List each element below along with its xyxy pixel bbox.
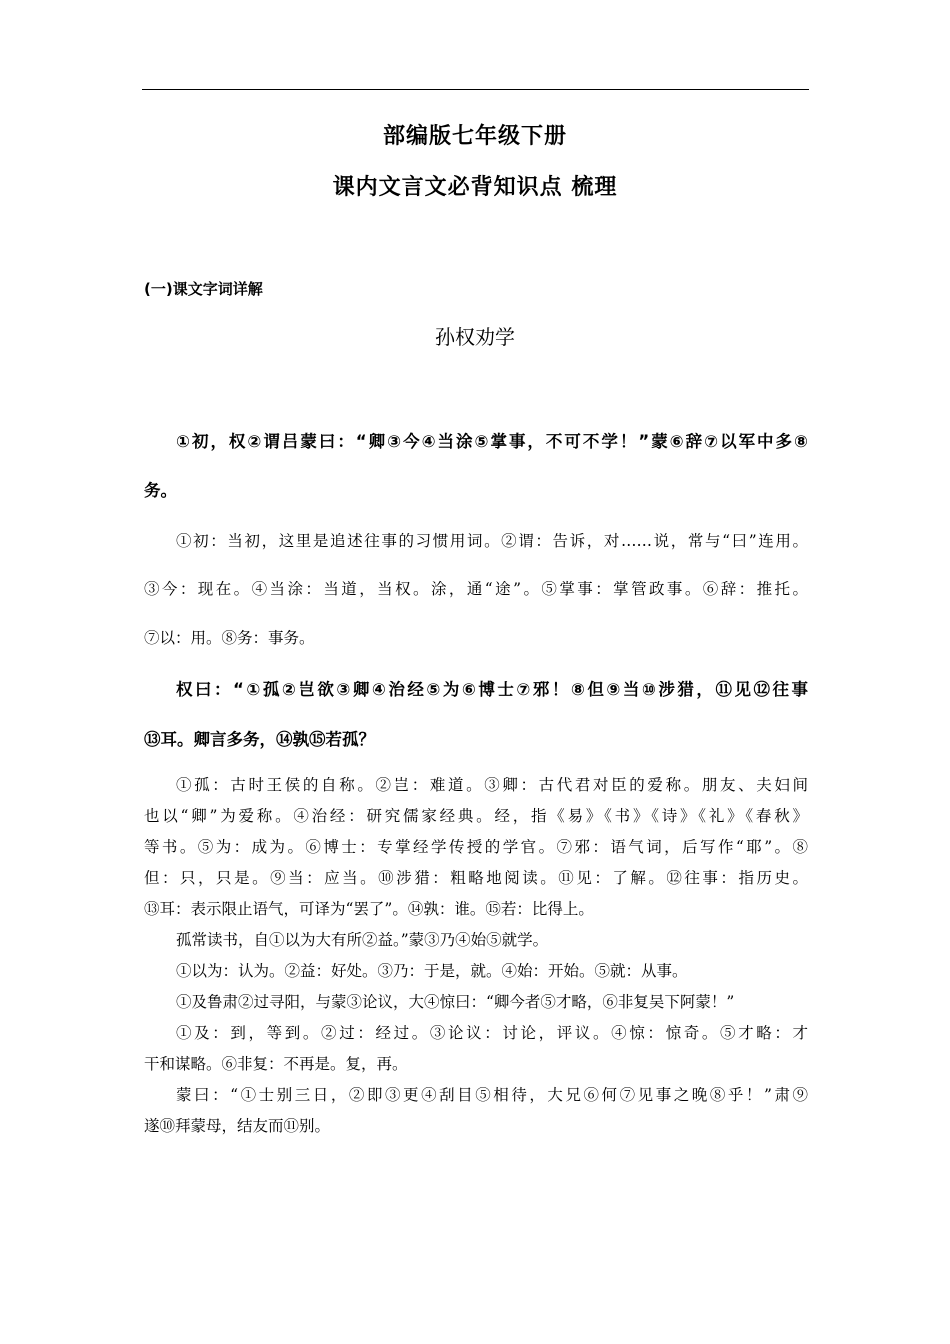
- header-rule: [142, 89, 809, 90]
- annotation-line: ①孤：古时王侯的自称。②岂：难道。③卿：古代君对臣的爱称。朋友、夫妇间: [176, 776, 808, 794]
- annotation-line: ①及：到，等到。②过：经过。③论议：讨论，评议。④惊：惊奇。⑤才略：才: [176, 1024, 808, 1042]
- annotation-line: 但：只，只是。⑨当：应当。⑩涉猎：粗略地阅读。⑪见：了解。⑫往事：指历史。: [144, 869, 808, 887]
- document-subtitle: 课内文言文必背知识点 梳理: [332, 175, 618, 200]
- original-text-line: ①及鲁肃②过寻阳，与蒙③论议，大④惊曰：“卿今者⑤才略，⑥非复吴下阿蒙！”: [176, 993, 735, 1011]
- original-text-line: 蒙曰：“①士别三日，②即③更④刮目⑤相待，大兄⑥何⑦见事之晚⑧乎！”肃⑨: [176, 1086, 808, 1104]
- lesson-title: 孙权劝学: [435, 325, 515, 349]
- document-title: 部编版七年级下册: [382, 124, 567, 149]
- original-text-line: 务。: [144, 481, 177, 500]
- annotation-line: ③今：现在。④当涂：当道，当权。涂，通“途”。⑤掌事：掌管政事。⑥辞：推托。: [144, 580, 808, 598]
- original-text-line: 遂⑩拜蒙母，结友而⑪别。: [144, 1117, 331, 1135]
- original-text-line: ①初，权②谓吕蒙曰：“卿③今④当涂⑤掌事，不可不学！”蒙⑥辞⑦以军中多⑧: [176, 432, 808, 451]
- original-text-line: 孤常读书，自①以为大有所②益。”蒙③乃④始⑤就学。: [176, 931, 549, 949]
- annotation-line: ⑦以：用。⑧务：事务。: [144, 629, 315, 647]
- original-text-line: 权曰：“①孤②岂欲③卿④治经⑤为⑥博士⑦邪！⑧但⑨当⑩涉猎，⑪见⑫往事: [176, 680, 808, 699]
- section-heading: (一)课文字词详解: [144, 280, 263, 298]
- original-text-line: ⑬耳。卿言多务，⑭孰⑮若孤？: [144, 730, 375, 749]
- annotation-line: 也以“卿”为爱称。④治经：研究儒家经典。经，指《易》《书》《诗》《礼》《春秋》: [144, 807, 808, 825]
- annotation-line: ①以为：认为。②益：好处。③乃：于是，就。④始：开始。⑤就：从事。: [176, 962, 688, 980]
- annotation-line: 干和谋略。⑥非复：不再是。复，再。: [144, 1055, 408, 1073]
- annotation-line: ①初：当初，这里是追述往事的习惯用词。②谓：告诉，对……说，常与“曰”连用。: [176, 532, 808, 550]
- annotation-line: 等书。⑤为：成为。⑥博士：专掌经学传授的学官。⑦邪：语气词，后写作“耶”。⑧: [144, 838, 808, 856]
- annotation-line: ⑬耳：表示限止语气，可译为“罢了”。⑭孰：谁。⑮若：比得上。: [144, 900, 594, 918]
